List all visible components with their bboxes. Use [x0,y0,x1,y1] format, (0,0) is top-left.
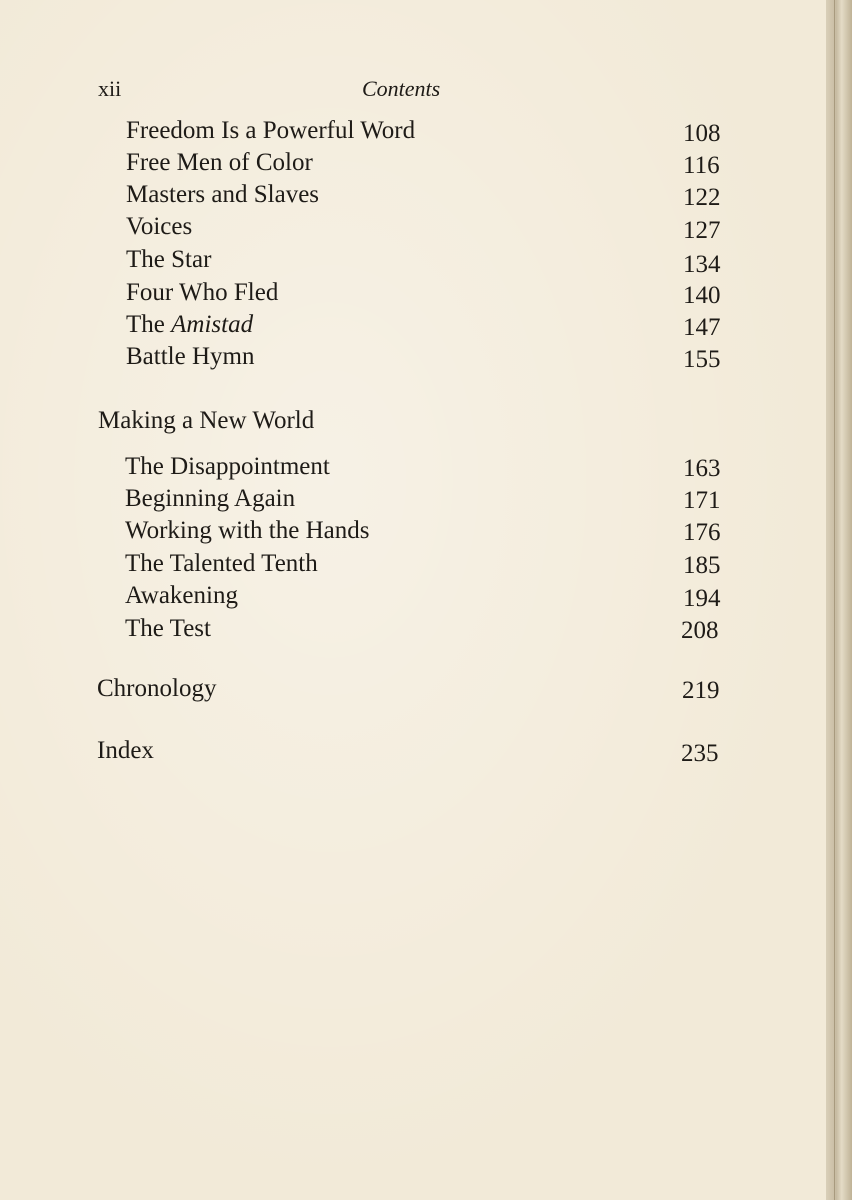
toc-entry-page: 108 [683,120,721,147]
running-head [98,76,460,106]
page-folio: xii [98,76,122,101]
book-gutter [826,0,852,1200]
toc-part-heading: Making a New World [98,407,315,434]
toc-entry-page: 147 [683,314,721,341]
toc-entry-title: Working with the Hands [125,517,370,544]
toc-entry-title: The Star [126,246,212,273]
toc-entry-page: 140 [683,282,721,309]
toc-entry-page: 127 [683,217,721,244]
toc-entry-title: The Test [125,615,211,642]
toc-entry-page: 122 [683,184,721,211]
toc-entry-page: 194 [683,585,721,612]
toc-entry-title-italic: Amistad [171,311,254,338]
toc-entry-title: Free Men of Color [126,149,313,176]
toc-entry-page: 208 [681,617,719,644]
gutter-edge [834,0,835,1200]
toc-entry-title: Masters and Slaves [126,181,320,208]
toc-back-matter-title: Index [97,737,154,764]
toc-entry-page: 176 [683,519,721,546]
toc-entry-page: 134 [683,251,721,278]
toc-entry-page: 163 [683,455,721,482]
toc-entry-page: 219 [682,677,720,704]
toc-entry-title: Awakening [125,582,238,609]
toc-entry-page: 155 [683,346,721,373]
toc-entry-title: Four Who Fled [126,279,279,306]
toc-back-matter-title: Chronology [97,675,217,702]
toc-entry-title: The Disappointment [125,453,330,480]
toc-entry-title [126,310,253,340]
toc-entry-title-prefix: The [126,311,172,338]
toc-entry-title: Beginning Again [125,485,296,512]
toc-entry-title: Battle Hymn [126,343,255,370]
toc-entry-page: 171 [683,487,721,514]
toc-entry-page: 235 [681,740,719,767]
running-head-title: Contents [362,76,441,101]
toc-entry-page: 185 [683,552,721,579]
toc-entry-title: The Talented Tenth [125,550,318,577]
toc-entry-title: Freedom Is a Powerful Word [126,117,416,144]
toc-entry-page: 116 [683,152,720,179]
toc-entry-title: Voices [126,213,193,240]
